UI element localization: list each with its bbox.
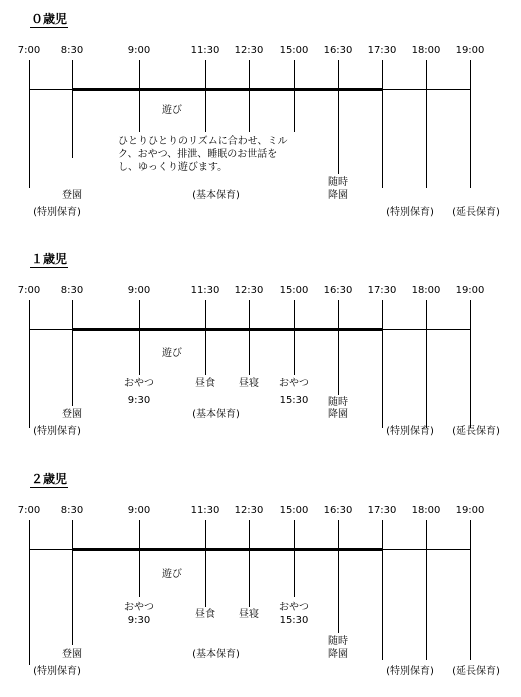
tick-9-00 xyxy=(139,300,140,375)
time-label-17-30: 17:30 xyxy=(367,45,397,56)
time-label-16-30: 16:30 xyxy=(323,505,353,516)
tick-16-30 xyxy=(338,520,339,633)
time-label-8-30: 8:30 xyxy=(60,285,84,296)
time-label-7-00: 7:00 xyxy=(17,285,41,296)
tick-16-30 xyxy=(338,60,339,174)
time-label-19-00: 19:00 xyxy=(455,285,485,296)
time-label-7-00: 7:00 xyxy=(17,45,41,56)
description xyxy=(118,135,288,174)
time-label-12-30: 12:30 xyxy=(234,505,264,516)
zuiji-label: 随時 xyxy=(328,177,348,188)
tick-15-00 xyxy=(294,300,295,375)
basic-care-bar xyxy=(72,548,382,551)
section-heading: ０歳児 xyxy=(31,12,68,26)
touen-label: 登園 xyxy=(62,190,82,201)
time-label-19-00: 19:00 xyxy=(455,505,485,516)
snack-pm-time: 15:30 xyxy=(279,395,309,406)
zuiji-label: 随時 xyxy=(328,636,348,647)
time-label-18-00: 18:00 xyxy=(411,45,441,56)
time-label-18-00: 18:00 xyxy=(411,505,441,516)
time-label-16-30: 16:30 xyxy=(323,285,353,296)
tick-19-00 xyxy=(470,300,471,428)
kouen-label: 降園 xyxy=(328,409,348,420)
tick-11-30 xyxy=(205,300,206,375)
basic-care-bar xyxy=(72,88,382,91)
basic-care-bar xyxy=(72,328,382,331)
kouen-label: 降園 xyxy=(328,649,348,660)
time-label-11-30: 11:30 xyxy=(190,505,220,516)
tick-18-00 xyxy=(426,300,427,428)
play-label: 遊び xyxy=(162,105,182,116)
tick-15-00 xyxy=(294,520,295,597)
description-line: ク、おやつ、排泄、睡眠のお世話を xyxy=(118,149,278,160)
extended-care-label: (延長保育) xyxy=(452,666,500,677)
time-label-19-00: 19:00 xyxy=(455,45,485,56)
time-label-12-30: 12:30 xyxy=(234,45,264,56)
nap-label: 昼寝 xyxy=(239,378,259,389)
snack-pm-time: 15:30 xyxy=(279,615,309,626)
time-label-9-00: 9:00 xyxy=(127,505,151,516)
tick-8-30 xyxy=(72,60,73,158)
snack-am-time: 9:30 xyxy=(127,615,151,626)
time-label-18-00: 18:00 xyxy=(411,285,441,296)
extended-care-label: (延長保育) xyxy=(452,426,500,437)
tick-11-30 xyxy=(205,520,206,607)
tick-8-30 xyxy=(72,520,73,645)
tick-12-30 xyxy=(249,60,250,132)
section-heading: １歳児 xyxy=(31,252,68,266)
time-label-11-30: 11:30 xyxy=(190,45,220,56)
tick-12-30 xyxy=(249,300,250,375)
time-label-15-00: 15:00 xyxy=(279,505,309,516)
tick-11-30 xyxy=(205,60,206,132)
description-line: ひとりひとりのリズムに合わせ、ミル xyxy=(118,136,288,147)
nap-label: 昼寝 xyxy=(239,609,259,620)
touen-label: 登園 xyxy=(62,649,82,660)
tick-18-00 xyxy=(426,520,427,660)
time-label-11-30: 11:30 xyxy=(190,285,220,296)
tick-7-00 xyxy=(29,60,30,188)
lunch-label: 昼食 xyxy=(195,609,215,620)
play-label: 遊び xyxy=(162,348,182,359)
time-label-9-00: 9:00 xyxy=(127,285,151,296)
touen-label: 登園 xyxy=(62,409,82,420)
special-care-left: (特別保育) xyxy=(33,666,81,677)
snack-pm-label: おやつ xyxy=(279,602,309,613)
tick-17-30 xyxy=(382,300,383,428)
tick-16-30 xyxy=(338,300,339,395)
snack-am-time: 9:30 xyxy=(127,395,151,406)
tick-9-00 xyxy=(139,60,140,132)
play-label: 遊び xyxy=(162,569,182,580)
special-care-right: (特別保育) xyxy=(386,666,434,677)
schedule-age-0 xyxy=(0,12,521,237)
extended-care-label: (延長保育) xyxy=(452,207,500,218)
tick-17-30 xyxy=(382,520,383,660)
tick-7-00 xyxy=(29,300,30,428)
lunch-label: 昼食 xyxy=(195,378,215,389)
tick-15-00 xyxy=(294,60,295,132)
kouen-label: 降園 xyxy=(328,190,348,201)
tick-12-30 xyxy=(249,520,250,607)
snack-pm-label: おやつ xyxy=(279,378,309,389)
time-label-12-30: 12:30 xyxy=(234,285,264,296)
tick-7-00 xyxy=(29,520,30,665)
tick-8-30 xyxy=(72,300,73,406)
special-care-left: (特別保育) xyxy=(33,207,81,218)
time-label-16-30: 16:30 xyxy=(323,45,353,56)
time-label-7-00: 7:00 xyxy=(17,505,41,516)
tick-9-00 xyxy=(139,520,140,597)
special-care-left: (特別保育) xyxy=(33,426,81,437)
description-line: し、ゆっくり遊びます。 xyxy=(118,162,228,173)
schedule-age-2 xyxy=(0,472,521,697)
tick-19-00 xyxy=(470,520,471,660)
special-care-right: (特別保育) xyxy=(386,207,434,218)
time-label-8-30: 8:30 xyxy=(60,45,84,56)
basic-care-label: (基本保育) xyxy=(192,190,240,201)
time-label-15-00: 15:00 xyxy=(279,45,309,56)
snack-am-label: おやつ xyxy=(124,378,154,389)
special-care-right: (特別保育) xyxy=(386,426,434,437)
zuiji-label: 随時 xyxy=(328,397,348,408)
snack-am-label: おやつ xyxy=(124,602,154,613)
tick-18-00 xyxy=(426,60,427,188)
tick-17-30 xyxy=(382,60,383,188)
time-label-17-30: 17:30 xyxy=(367,505,397,516)
section-heading: ２歳児 xyxy=(31,472,68,486)
basic-care-label: (基本保育) xyxy=(192,649,240,660)
time-label-15-00: 15:00 xyxy=(279,285,309,296)
tick-19-00 xyxy=(470,60,471,188)
time-label-8-30: 8:30 xyxy=(60,505,84,516)
schedule-age-1 xyxy=(0,252,521,477)
basic-care-label: (基本保育) xyxy=(192,409,240,420)
time-label-17-30: 17:30 xyxy=(367,285,397,296)
time-label-9-00: 9:00 xyxy=(127,45,151,56)
